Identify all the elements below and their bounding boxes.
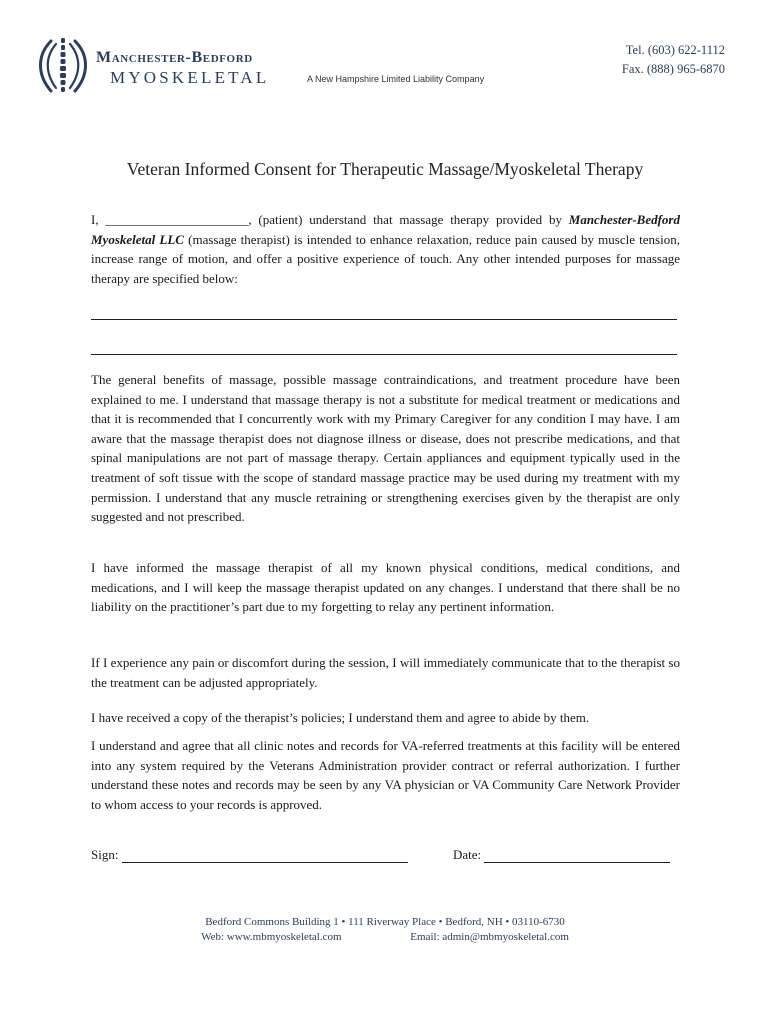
date-label: Date:	[453, 847, 482, 862]
conditions-paragraph: I have informed the massage therapist of all my known physical conditions, medical conditions, and medications, and I will keep the massage therapist updated on any changes. I understand that there shall be no liability on the practitioner’s part due to my forgetting to relay any pertinent information.	[91, 560, 680, 615]
spine-logo-icon	[33, 35, 93, 95]
footer-web: Web: www.mbmyoskeletal.com	[201, 931, 342, 943]
llc-tagline: A New Hampshire Limited Liability Company	[307, 74, 485, 84]
footer-links	[0, 930, 770, 945]
policies-paragraph: I have received a copy of the therapist’s policies; I understand them and agree to abide by them.	[91, 710, 590, 725]
contact-info	[622, 41, 725, 79]
telephone: Tel. (603) 622-1112	[625, 43, 725, 57]
logo-name-top: Manchester-Bedford	[96, 49, 253, 66]
footer-email: Email: admin@mbmyoskeletal.com	[410, 931, 569, 943]
signature-field	[91, 847, 408, 863]
intro-prefix: I,	[91, 212, 106, 227]
signature-line[interactable]	[122, 850, 408, 863]
fax: Fax. (888) 965-6870	[621, 62, 725, 76]
logo-name-bottom: MYOSKELETAL	[110, 68, 270, 87]
purpose-line-2[interactable]	[91, 354, 677, 355]
footer	[0, 915, 770, 945]
sign-label: Sign:	[91, 847, 119, 862]
intro-paragraph	[91, 210, 680, 288]
purpose-line-1[interactable]	[91, 319, 677, 320]
records-paragraph: I understand and agree that all clinic notes and records for VA-referred treatments at this facility will be entered into any system required by the Veterans Administration provider contract or referral authorization. I further understand these notes and records may be seen by any VA physician or VA Community Care Network Provider to whom access to your records is approved.	[91, 738, 680, 812]
document-title: Veteran Informed Consent for Therapeutic Massage/Myoskeletal Therapy	[126, 159, 644, 179]
pain-paragraph: If I experience any pain or discomfort during the session, I will immediately communicate that to the therapist so the treatment can be adjusted appropriately.	[91, 655, 680, 690]
footer-address: Bedford Commons Building 1 • 111 Riverway Place • Bedford, NH • 03110-6730	[205, 916, 565, 928]
intro-part1: , (patient) understand that massage therapy provided by	[248, 212, 569, 227]
intro-part2: (massage therapist) is intended to enhance relaxation, reduce pain caused by muscle tension, increase range of motion, and offer a positive experience of touch. Any other intended purposes for massage therapy are specified below:	[91, 231, 680, 286]
date-field	[453, 847, 670, 863]
company-logo	[33, 35, 303, 95]
patient-name-blank[interactable]: ______________________	[105, 212, 249, 227]
benefits-paragraph: The general benefits of massage, possible massage contraindications, and treatment procedure have been explained to me. I understand that massage therapy is not a substitute for medical treatment or medications and that it is recommended that I concurrently work with my Primary Caregiver for any condition I may have. I am aware that the massage therapist does not diagnose illness or disease, does not prescribe medications, and that spinal manipulations are not part of massage therapy. Certain appliances and equipment typically used in the treatment of soft tissue with the scope of standard massage practice may be used during my treatment with my permission. I understand that any muscle retraining or strengthening exercises given by the therapist are only suggested and not prescribed.	[91, 372, 680, 525]
company-name: Manchester-Bedford Myoskeletal LLC	[91, 212, 680, 247]
date-line[interactable]	[484, 850, 670, 863]
